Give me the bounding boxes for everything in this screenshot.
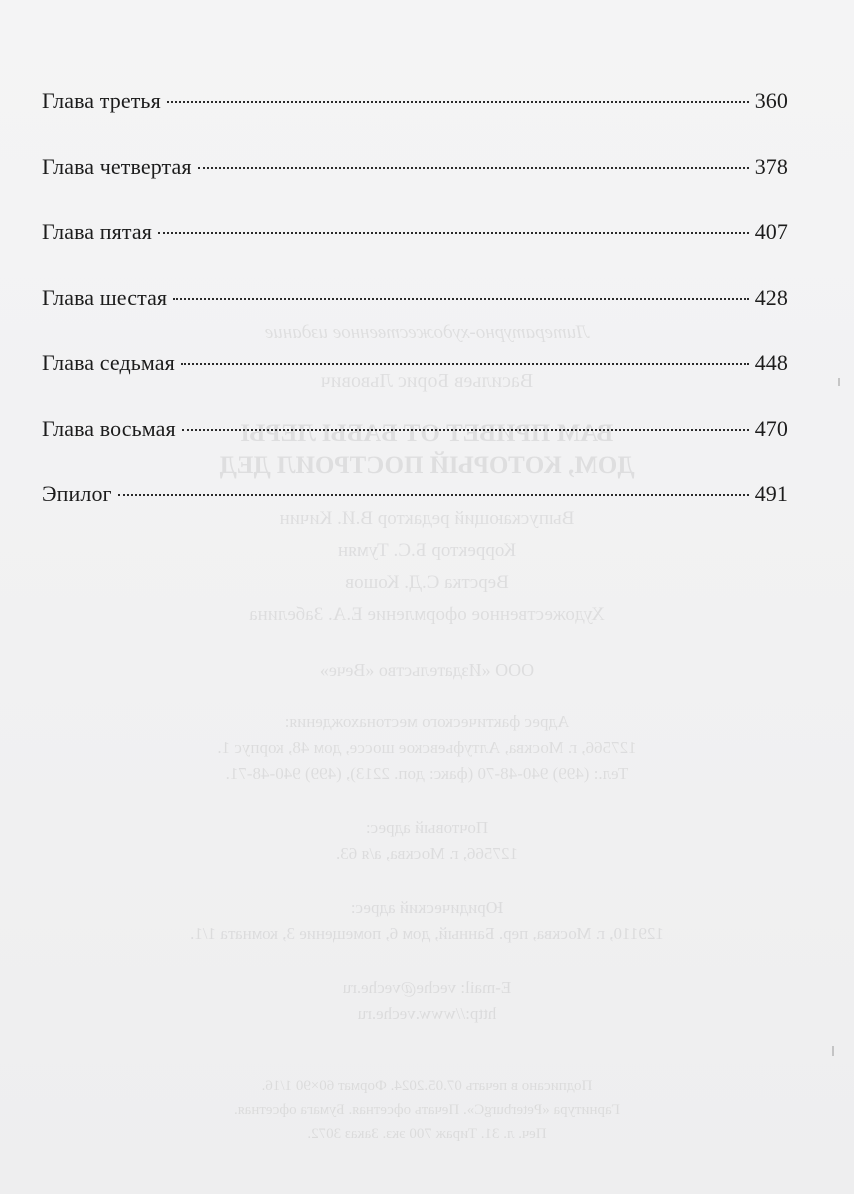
dot-leader xyxy=(118,494,749,496)
dot-leader xyxy=(173,298,749,300)
dot-leader xyxy=(198,167,749,169)
toc-entry xyxy=(42,285,788,351)
paper-mark xyxy=(838,378,840,386)
toc-entry-title: Глава шестая xyxy=(42,284,168,310)
dot-leader xyxy=(182,429,749,431)
toc-entry-title: Глава восьмая xyxy=(42,415,176,441)
dot-leader xyxy=(167,101,749,103)
toc-entry xyxy=(42,481,788,547)
table-of-contents xyxy=(42,88,788,547)
toc-entry-title: Глава четвертая xyxy=(42,153,192,179)
toc-entry-title: Глава пятая xyxy=(42,219,152,244)
toc-entry-page: 407 xyxy=(754,219,788,244)
toc-entry-page: 448 xyxy=(754,350,788,375)
toc-entry xyxy=(42,416,788,482)
paper-mark xyxy=(832,1046,834,1056)
toc-entry xyxy=(42,219,788,285)
toc-entry-title: Глава седьмая xyxy=(42,350,175,375)
toc-entry-page: 360 xyxy=(754,88,788,113)
toc-entry-page: 470 xyxy=(754,415,788,441)
toc-entry-page: 378 xyxy=(754,153,788,179)
dot-leader xyxy=(181,363,749,365)
reverse-side-show-through: Литературно-художественное издание Васильев Борис Львович ВАМ ПРИВЕТ ОТ БАБЫ ЛЕРЫ ДОМ, КОТОРЫЙ ПОСТРОИЛ ДЕД Выпускающий редактор В.И. Кичин Корректор Б.С. Тумян Верстка С.Д. Кошов Художественное оформление Е.А. Забелина ООО «Издательство «Вече» Адрес фактического местонахождения: 127566, г. Москва, Алтуфьевское шоссе, дом 48, корпус 1. Тел.: (499) 940-48-70 (факс: доп. 2213), (499) 940-48-71. Почтовый адрес: 127566, г. Москва, а/я 63. Юридический адрес: 129110, г. Москва, пер. Банный, дом 6, помещение 3, комната 1/1. E-mail: veche@veche.ru http://www.veche.ru Подписано в печать 07.05.2024. Формат 60×90 1/16. Гарнитура «PeterburgC». Печать офсетная. Бумага офсетная. Печ. л. 31. Тираж 700 экз. Заказ 3072. xyxy=(190,322,664,1142)
toc-entry-title: Эпилог xyxy=(42,481,112,506)
toc-entry-page: 491 xyxy=(754,481,788,506)
toc-entry xyxy=(42,350,788,416)
toc-entry xyxy=(42,88,788,154)
toc-entry xyxy=(42,154,788,220)
toc-entry-page: 428 xyxy=(754,284,788,310)
dot-leader xyxy=(158,232,749,234)
toc-entry-title: Глава третья xyxy=(42,88,161,113)
